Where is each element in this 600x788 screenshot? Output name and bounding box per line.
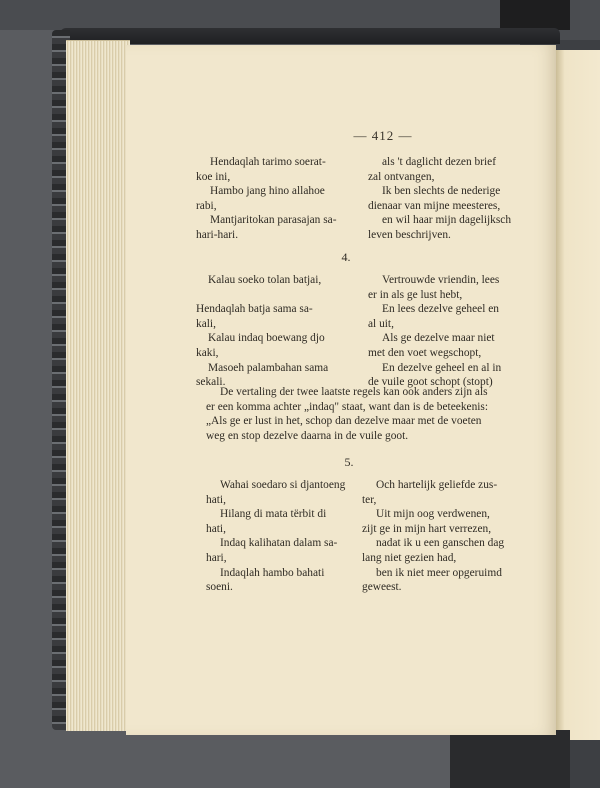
translation-line: er in als ge lust hebt, <box>368 288 463 301</box>
verse-line: rabi, <box>196 199 217 212</box>
translation-line: al uit, <box>368 317 394 330</box>
verse-line: Hilang di mata tërbit di <box>220 508 327 521</box>
verse-line: hari, <box>206 551 227 564</box>
translation-note <box>206 385 536 443</box>
verse-line: kaki, <box>196 346 219 359</box>
section-number: 4. <box>341 250 351 264</box>
verse-line: Indaq kalihatan dalam sa- <box>220 537 338 550</box>
dutch-translation-right <box>368 155 511 243</box>
verse-line: hati, <box>206 522 226 535</box>
verse-line: Kalau soeko tolan batjai, <box>208 274 322 286</box>
translation-line: En dezelve geheel en al in <box>382 361 502 374</box>
translation-line: leven beschrijven. <box>368 228 451 241</box>
verse-line: koe ini, <box>196 170 231 183</box>
verse-line: Hendaqlah batja sama sa- <box>196 303 313 316</box>
facing-page-edge <box>556 50 600 740</box>
note-line: weg en stop dezelve daarna in de vuile goot. <box>206 429 409 442</box>
background-strip <box>500 0 570 30</box>
book-cover-top <box>60 28 560 44</box>
malay-verse-left <box>206 478 345 595</box>
note-line: „Als ge er lust in het, schop dan dezelve maar met de voeten <box>206 415 482 428</box>
translation-line: de vuile goot schopt (stopt) <box>368 376 493 389</box>
translation-line: lang niet gezien had, <box>362 551 457 564</box>
translation-line: en wil haar mijn dagelijksch <box>382 214 512 227</box>
verse-line: Masoeh palambahan sama <box>208 361 329 374</box>
verse-line: Hendaqlah tarimo soerat- <box>210 156 326 168</box>
verse-line: Mantjaritokan parasajan sa- <box>210 214 337 227</box>
verse-line: soeni. <box>206 581 233 594</box>
translation-line: zijt ge in mijn hart verrezen, <box>362 522 492 535</box>
book-page <box>126 45 556 735</box>
dutch-translation-right <box>368 273 501 390</box>
verse-line: kali, <box>196 317 216 330</box>
translation-line: Uit mijn oog verdwenen, <box>376 508 490 521</box>
translation-line: En lees dezelve geheel en <box>382 303 500 316</box>
section-number: 5. <box>344 455 354 469</box>
translation-line: ter, <box>362 493 377 506</box>
dutch-translation-right <box>362 478 504 595</box>
malay-verse-left <box>196 155 337 243</box>
page-edges <box>66 40 130 731</box>
translation-line: geweest. <box>362 581 402 594</box>
verse-line: Indaqlah hambo bahati <box>220 566 325 579</box>
verse-line: hati, <box>206 493 226 506</box>
page-number: — 412 — <box>353 128 413 143</box>
translation-line: nadat ik u een ganschen dag <box>376 537 505 550</box>
verse-line: sekali. <box>196 376 226 389</box>
malay-verse-left <box>196 273 329 390</box>
note-line: De vertaling der twee laatste regels kan ook anders zijn als <box>220 386 488 398</box>
translation-line: Vertrouwde vriendin, lees <box>382 274 500 286</box>
translation-line: Och hartelijk geliefde zus- <box>376 479 498 491</box>
translation-line: met den voet wegschopt, <box>368 346 482 359</box>
verse-line: Kalau indaq boewang djo <box>208 332 325 345</box>
translation-line: als 't daglicht dezen brief <box>382 156 497 168</box>
verse-line: Wahai soedaro si djantoeng <box>220 479 346 491</box>
translation-line: zal ontvangen, <box>368 170 435 183</box>
translation-line: Als ge dezelve maar niet <box>382 332 495 345</box>
translation-line: Ik ben slechts de nederige <box>382 185 501 198</box>
background-corner <box>450 730 570 788</box>
verse-line <box>208 288 328 303</box>
verse-line: Hambo jang hino allahoe <box>210 185 325 198</box>
translation-line: dienaar van mijne meesteres, <box>368 199 501 212</box>
note-line: er een komma achter „indaq" staat, want dan is de beteekenis: <box>206 400 489 413</box>
verse-line: hari-hari. <box>196 228 239 241</box>
translation-line: ben ik niet meer opgeruimd <box>376 566 502 579</box>
